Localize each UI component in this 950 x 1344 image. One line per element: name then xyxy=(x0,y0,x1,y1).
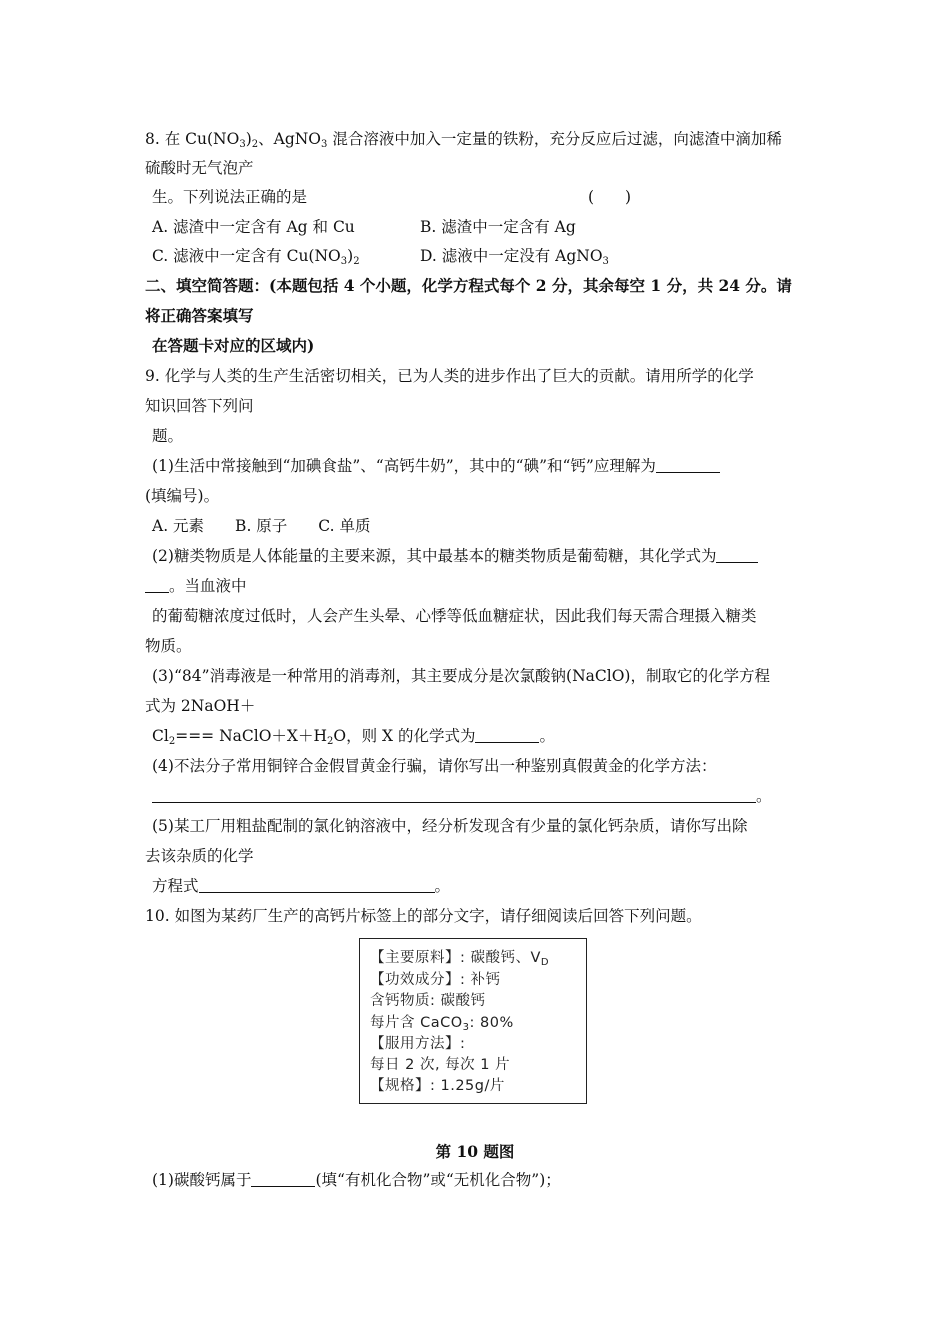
section2-heading-line2: 将正确答案填写 xyxy=(145,306,254,325)
section2-heading-line1: 二、填空简答题：(本题包括 4 个小题，化学方程式每个 2 分，其余每空 1 分，共 24 分。请 xyxy=(145,276,792,295)
q9-part3-line1: (3)“84”消毒液是一种常用的消毒剂，其主要成分是次氯酸钠(NaClO)，制取它的化学方程 xyxy=(152,667,770,685)
label-effective-ingredient: 【功效成分】: 补钙 xyxy=(370,972,501,988)
answer-blank xyxy=(251,1170,315,1187)
calcium-tablet-label xyxy=(359,938,587,1104)
answer-blank xyxy=(145,576,169,593)
q9-part5-line1: (5)某工厂用粗盐配制的氯化钠溶液中，经分析发现含有少量的氯化钙杂质，请你写出除 xyxy=(152,817,748,835)
q8-stem-line1: 8. 在 $Cu(NO_3)_2$、AgNO$_3$ 混合溶液中加入一定量的铁粉，充分反应后过滤，向滤渣中滴加稀 xyxy=(145,130,782,150)
q9-part1-line1: (1)生活中常接触到“加碘食盐”、“高钙牛奶”，其中的“碘”和“钙”应理解为 xyxy=(152,456,720,476)
section2-heading-line3: 在答题卡对应的区域内) xyxy=(152,336,315,355)
q8-stem-line2: 硫酸时无气泡产 xyxy=(145,159,254,177)
answer-blank xyxy=(152,786,756,803)
q9-part1-line2: (填编号)。 xyxy=(145,487,220,505)
q9-part2-line1: (2)糖类物质是人体能量的主要来源，其中最基本的糖类物质是葡萄糖，其化学式为 xyxy=(152,546,758,566)
q8-option-c: C. 滤液中一定含有 $Cu(NO_3)_2$ xyxy=(152,247,360,267)
q9-stem-line1: 9. 化学与人类的生产生活密切相关，已为人类的进步作出了巨大的贡献。请用所学的化学 xyxy=(145,367,754,385)
q8-stem-line3: 生。下列说法正确的是 xyxy=(152,188,308,206)
label-specification: 【规格】: 1.25g/片 xyxy=(370,1078,505,1094)
q9-part4-line1: (4)不法分子常用铜锌合金假冒黄金行骗，请你写出一种鉴别真假黄金的化学方法： xyxy=(152,757,717,775)
q8-option-a: A. 滤渣中一定含有 Ag 和 Cu xyxy=(152,218,355,236)
label-caco3-content: 每片含 CaCO$_3$: 80% xyxy=(370,1015,514,1033)
answer-blank xyxy=(199,876,435,893)
q10-part1: (1)碳酸钙属于 (填“有机化合物”或“无机化合物”)； xyxy=(152,1171,561,1189)
label-main-ingredients: 【主要原料】: 碳酸钙、$V_D$ xyxy=(370,950,550,968)
answer-blank xyxy=(716,546,758,563)
q9-part5-line2: 去该杂质的化学 xyxy=(145,847,254,865)
answer-blank xyxy=(656,456,720,473)
q8-option-b: B. 滤渣中一定含有 Ag xyxy=(420,218,576,236)
q10-stem-line1: 10. 如图为某药厂生产的高钙片标签上的部分文字，请仔细阅读后回答下列问题。 xyxy=(145,907,702,925)
q9-stem-line2: 知识回答下列问 xyxy=(145,397,254,415)
q9-stem-line3: 题。 xyxy=(152,427,184,445)
q8-answer-paren: ( ) xyxy=(588,188,632,206)
label-usage-dosage: 每日 2 次, 每次 1 片 xyxy=(370,1057,511,1073)
q9-part4-line2: 。 xyxy=(152,786,772,806)
q9-part3-line2: 式为 2NaOH＋ xyxy=(145,697,256,715)
label-usage-heading: 【服用方法】: xyxy=(370,1036,466,1052)
q9-part2-line4: 物质。 xyxy=(145,637,192,655)
q8-option-d: D. 滤液中一定没有 AgNO$_3$ xyxy=(420,247,609,267)
q9-part5-line3: 方程式 。 xyxy=(152,877,451,895)
q9-part2-line3: 的葡萄糖浓度过低时，人会产生头晕、心悸等低血糖症状，因此我们每天需合理摄入糖类 xyxy=(152,607,757,625)
answer-blank xyxy=(475,726,539,743)
q9-part1-options: A. 元素 B. 原子 C. 单质 xyxy=(152,517,371,535)
q9-part2-line2: 。当血液中 xyxy=(145,576,247,596)
label-calcium-substance: 含钙物质: 碳酸钙 xyxy=(370,993,486,1009)
q9-part3-line3: $Cl_2===$ $NaClO+X+H_2O$，则 X 的化学式为 。 xyxy=(152,727,555,747)
figure-caption: 第 10 题图 xyxy=(435,1142,515,1161)
